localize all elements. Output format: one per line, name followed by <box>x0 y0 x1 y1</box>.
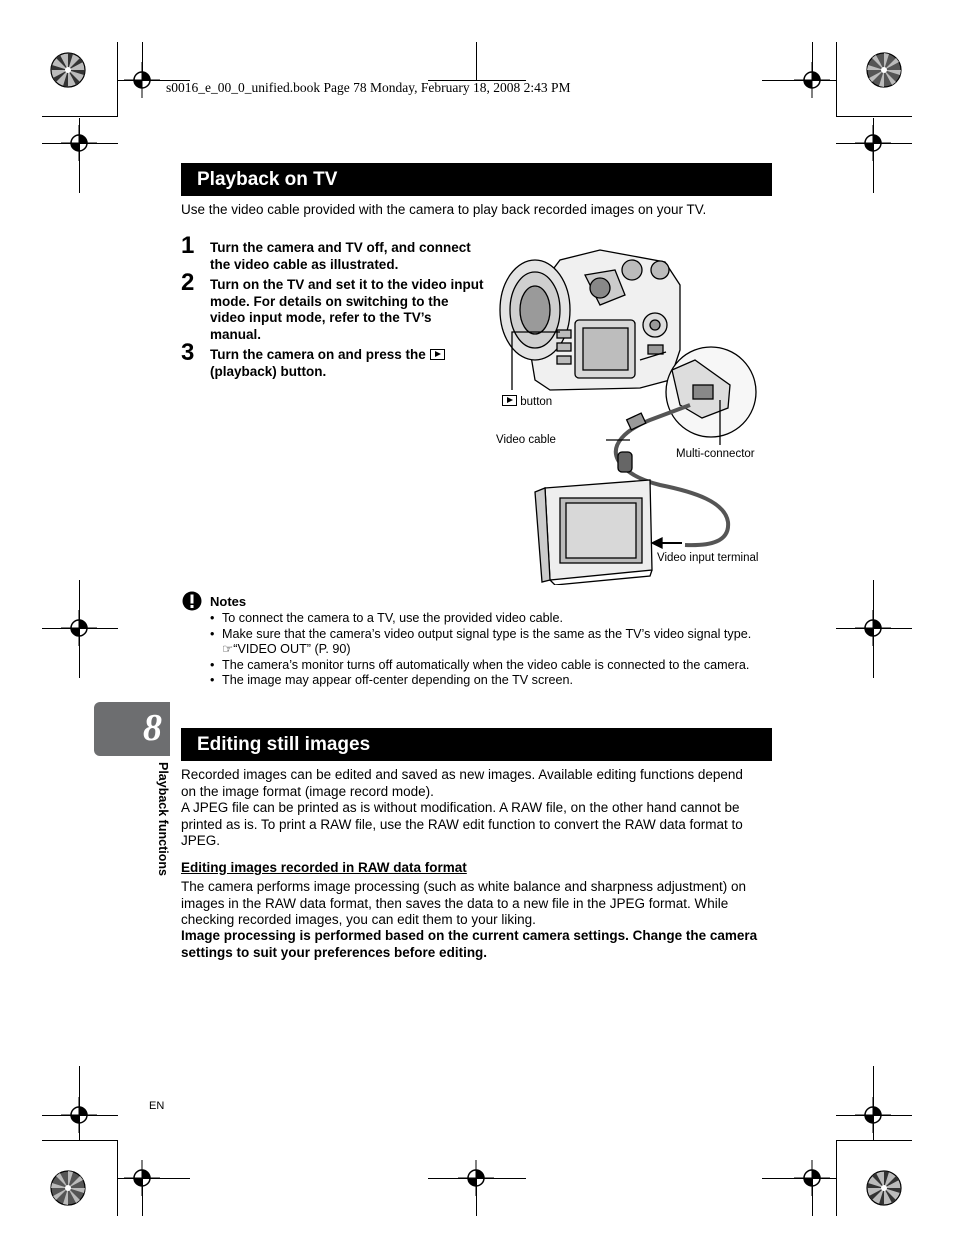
figure-label-video-input: Video input terminal <box>657 552 759 564</box>
list-item: • The image may appear off-center depending on the TV screen. <box>210 673 770 689</box>
figure-label-video-cable: Video cable <box>496 434 556 446</box>
editing-para-2: A JPEG file can be printed as is without modification. A RAW file, on the other hand cannot be printed as is. To print a RAW file, use the RAW edit function to convert the RAW data format to JPEG. <box>181 800 743 849</box>
notes-list <box>210 611 770 689</box>
crop-mark <box>836 116 912 117</box>
step-number: 3 <box>181 339 195 366</box>
notes-title: Notes <box>210 594 247 609</box>
step-text-after: (playback) button. <box>210 363 327 379</box>
registration-target-icon <box>794 62 830 98</box>
registration-target-icon <box>855 125 891 161</box>
registration-target-icon <box>855 610 891 646</box>
list-item: • Make sure that the camera’s video output signal type is the same as the TV’s video signal type. ☞“VIDEO OUT” (P. 90) <box>210 627 770 658</box>
step-text: Turn on the TV and set it to the video input mode. For details on switching to the video input mode, refer to the TV’s manual. <box>210 277 484 342</box>
step-number: 1 <box>181 232 195 259</box>
registration-target-icon <box>458 1160 494 1196</box>
crop-mark <box>836 1140 837 1216</box>
crop-mark <box>476 42 477 80</box>
registration-target-icon <box>61 610 97 646</box>
figure-label-button-text: button <box>520 396 553 408</box>
playback-icon <box>502 395 517 406</box>
crop-mark <box>42 116 118 117</box>
playback-intro: Use the video cable provided with the camera to play back recorded images on your TV. <box>181 202 707 217</box>
editing-para-1: Recorded images can be edited and saved as new images. Available editing functions depend on the image format (image record mode). <box>181 767 743 799</box>
chapter-tab <box>94 702 170 756</box>
list-item: • To connect the camera to a TV, use the provided video cable. <box>210 611 770 627</box>
chapter-number: 8 <box>143 707 162 749</box>
chapter-label: Playback functions <box>156 762 170 876</box>
book-header: s0016_e_00_0_unified.book Page 78 Monday, February 18, 2008 2:43 PM <box>166 80 571 95</box>
caution-icon <box>182 591 202 611</box>
figure-label-multi-connector: Multi-connector <box>676 448 755 460</box>
editing-para-4: Image processing is performed based on the current camera settings. Change the camera settings to suit your preferences before editing. <box>181 928 758 960</box>
registration-target-icon <box>855 1097 891 1133</box>
color-wheel-icon <box>866 1170 902 1206</box>
registration-target-icon <box>124 62 160 98</box>
figure-label-button <box>502 395 552 408</box>
camera-tv-illustration <box>490 240 775 585</box>
step-text-before: Turn the camera on and press the <box>210 347 426 362</box>
editing-subheading: Editing images recorded in RAW data format <box>181 860 467 875</box>
registration-target-icon <box>61 1097 97 1133</box>
crop-mark <box>42 1140 118 1141</box>
language-code: EN <box>149 1100 165 1112</box>
crop-mark <box>836 42 837 117</box>
editing-para-3: The camera performs image processing (such as white balance and sharpness adjustment) on images in the RAW data format, then saves the data to a new file in the JPEG format. While checking recorded images, you can edit them to your liking. <box>181 879 747 928</box>
color-wheel-icon <box>866 52 902 88</box>
crop-mark <box>836 1140 912 1141</box>
list-item: • The camera’s monitor turns off automatically when the video cable is connected to the camera. <box>210 658 770 674</box>
step-text <box>210 347 485 380</box>
registration-target-icon <box>794 1160 830 1196</box>
registration-target-icon <box>124 1160 160 1196</box>
section-title-playback: Playback on TV <box>181 163 772 196</box>
playback-icon <box>430 349 445 360</box>
step-text: Turn the camera and TV off, and connect the video cable as illustrated. <box>210 240 471 272</box>
step-number: 2 <box>181 269 195 296</box>
color-wheel-icon <box>50 52 86 88</box>
color-wheel-icon <box>50 1170 86 1206</box>
section-title-editing: Editing still images <box>181 728 772 761</box>
registration-target-icon <box>61 125 97 161</box>
